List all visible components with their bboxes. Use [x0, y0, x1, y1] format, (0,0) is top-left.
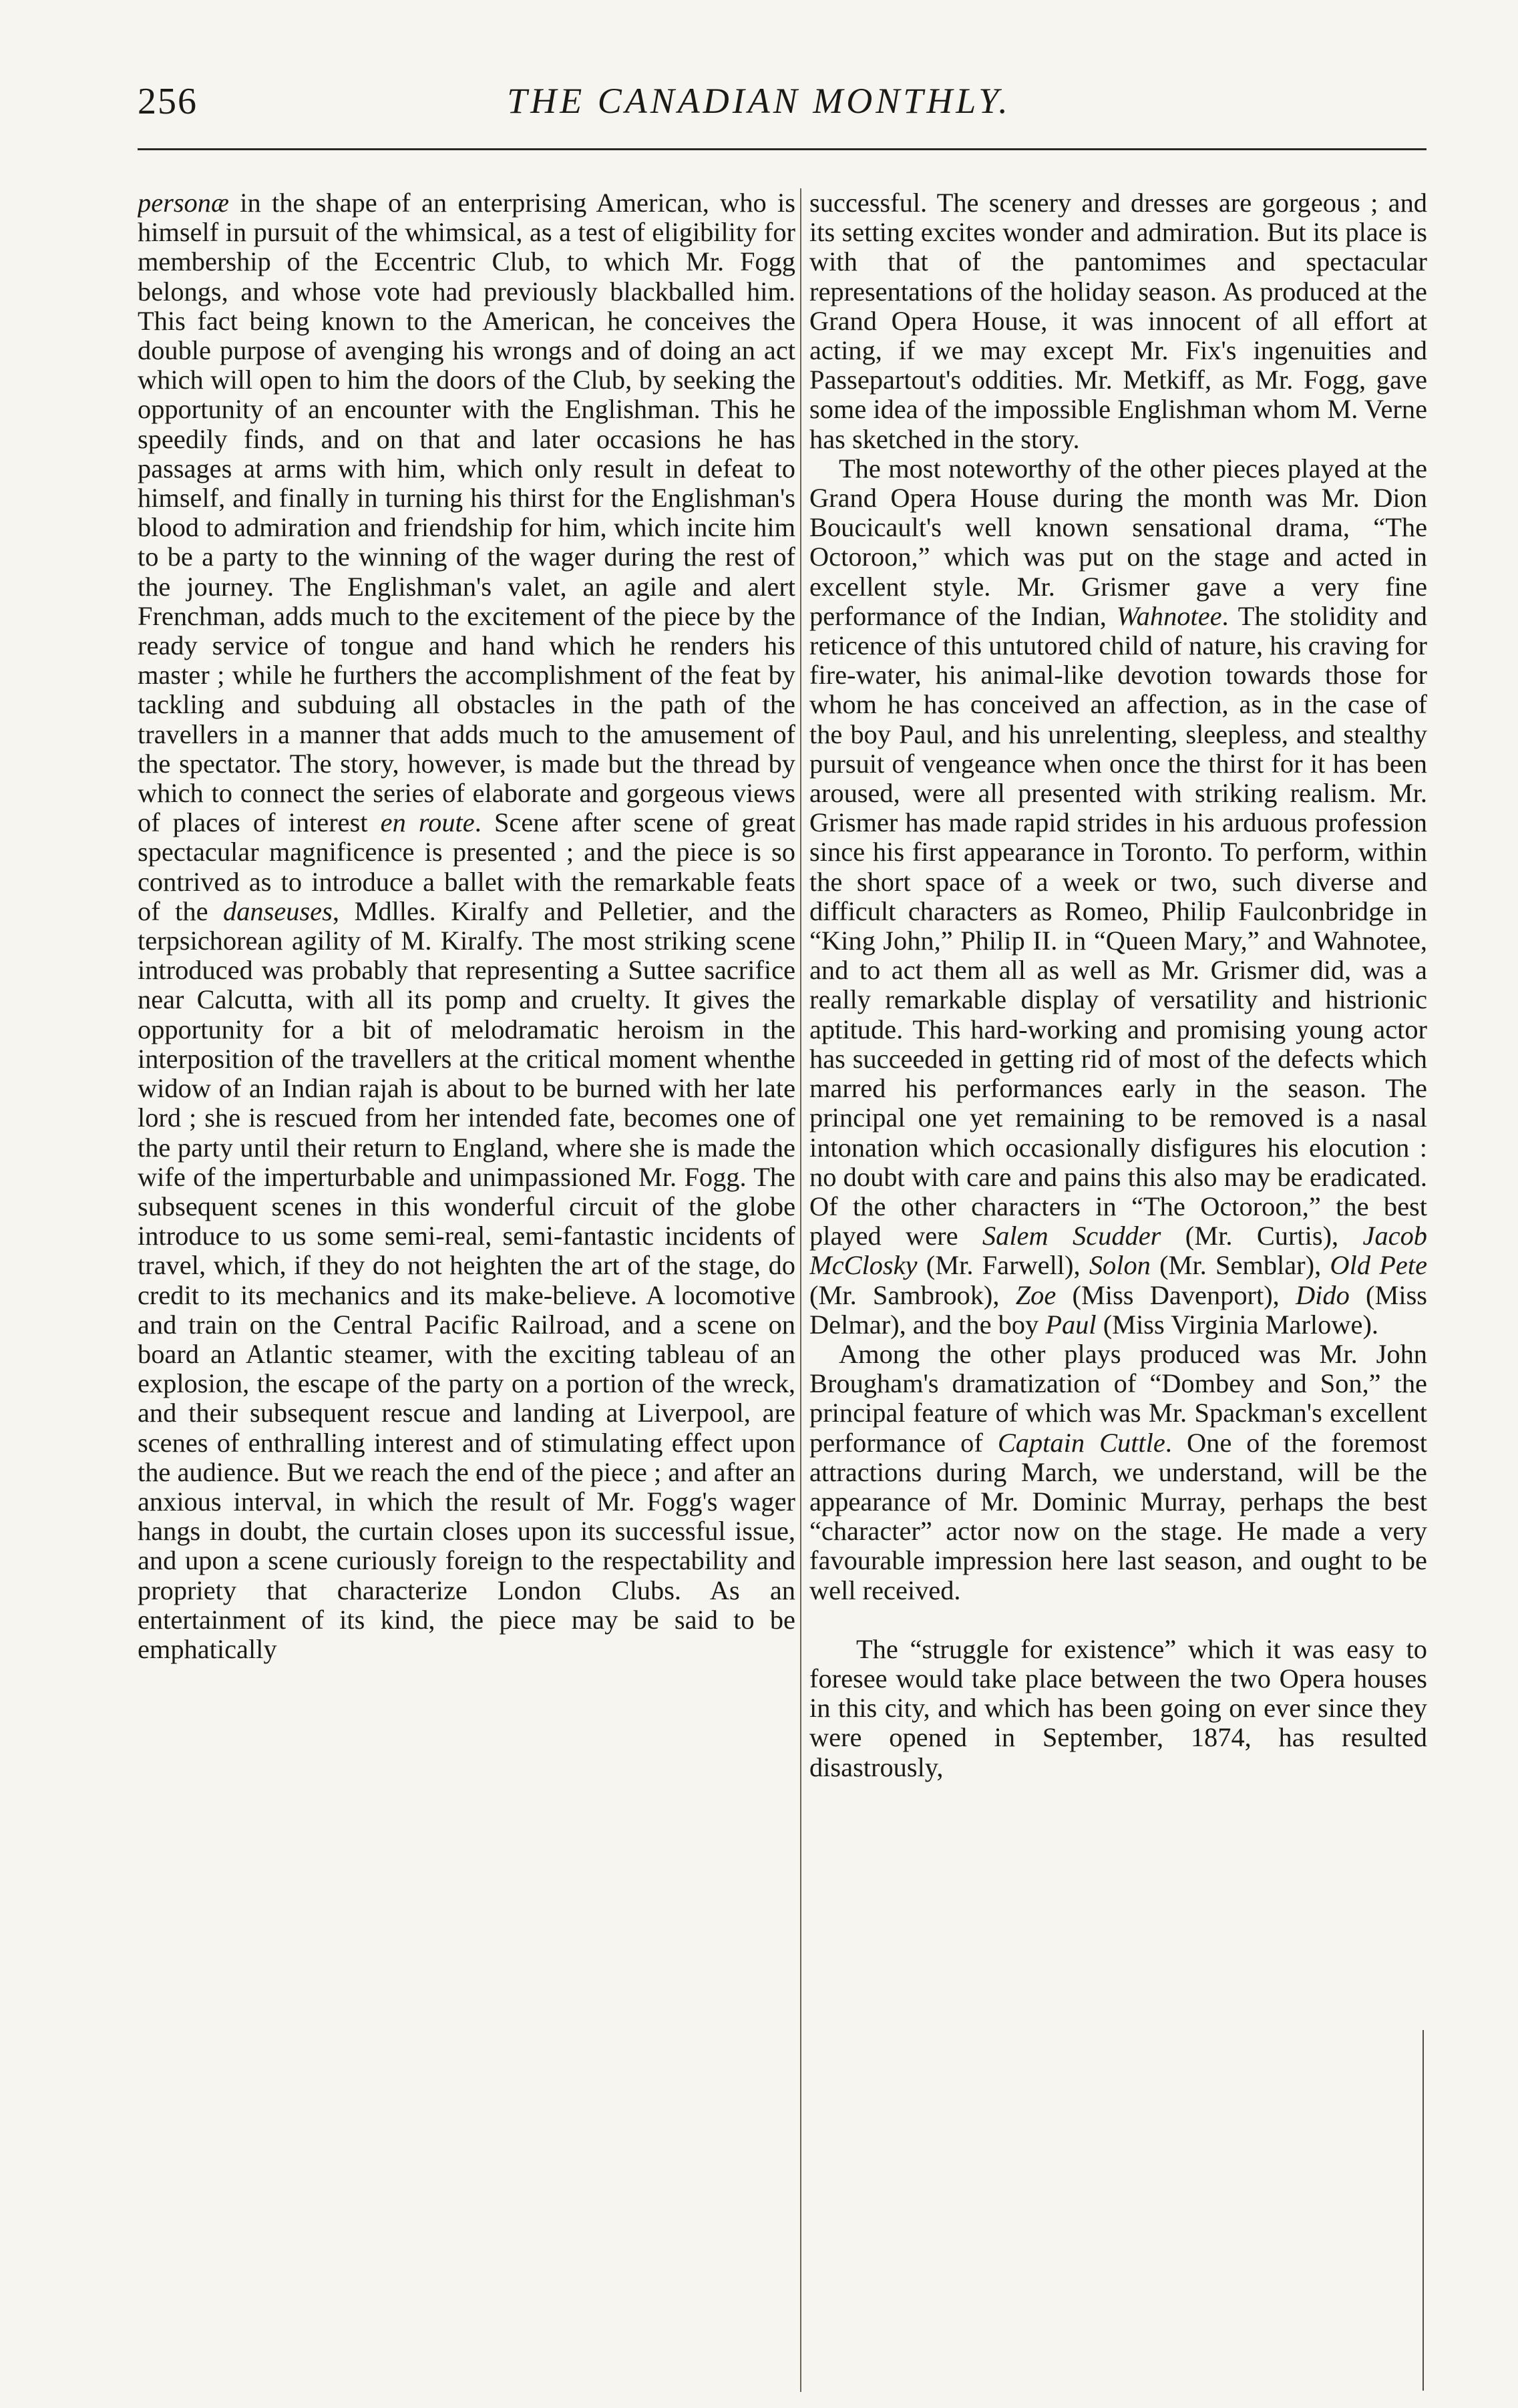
text-run: in the shape of an enterprising American, who is himself in pursuit of the whimsical, as a test of eligibility for membership of the Eccentric Club, to which Mr. Fogg belongs, and whose vote had previously blackballed him. This fact being known to the American, he conceives the double purpose of avenging his wrongs and of doing an act which will open to him the doors of the Club, by seeking the opportunity of an encounter with the Englishman. This he speedily finds, and on that and later occasions he has passages at arms with him, which only result in defeat to himself, and finally in turning his thirst for the Englishman's blood to admiration and friendship for him, which incite him to be a party to the winning of the wager during the rest of the journey. The Englishman's valet, an agile and alert Frenchman, adds much to the excitement of the piece by the ready service of tongue and hand which he renders his master ; while he furthers the accomplishment of the feat by tackling and subduing all obstacles in the path of the travellers in a manner that adds much to the amusement of the spectator. The story, however, is made but the thread by which to connect the series of elaborate and gorgeous views of places of interest: [138, 188, 795, 838]
text-run: (Mr. Semblar),: [1150, 1250, 1330, 1281]
italic-text-run: en route: [380, 807, 475, 838]
right-column: [809, 188, 1427, 2392]
paragraph: [138, 188, 795, 1664]
italic-text-run: Salem Scudder: [982, 1221, 1161, 1251]
text-run: The “struggle for existence” which it was easy to foresee would take place between the two Opera houses in this city, and which has been going on ever since they were opened in September, 1874, has resulted disastrously,: [809, 1633, 1427, 1782]
text-run: Among the other plays produced was Mr. John Brougham's dramatization of “Dombey and Son,” the principal feature of which was Mr. Spackman's excellent performance of: [809, 1338, 1427, 1458]
left-column: [138, 188, 795, 2392]
text-run: . One of the foremost attractions during March, we understand, will be the appearance of Mr. Dominic Murray, perhaps the best “character” actor now on the stage. He made a very favourable impression here last season, and ought to be well received.: [809, 1427, 1427, 1605]
text-run: , Mdlles. Kiralfy and Pelletier, and the terpsichorean agility of M. Kiralfy. The most striking scene introduced was probably that representing a Suttee sacrifice near Calcutta, with all its pomp and cruelty. It gives the opportunity for a bit of melodramatic heroism in the interposition of the travellers at the critical moment whenthe widow of an Indian rajah is about to be burned with her late lord ; she is rescued from her intended fate, becomes one of the party until their return to England, where she is made the wife of the imperturbable and unimpassioned Mr. Fogg. The subsequent scenes in this wonderful circuit of the globe introduce to us some semi-real, semi-fantastic incidents of travel, which, if they do not heighten the art of the stage, do credit to its mechanics and its make-believe. A locomotive and train on the Central Pacific Railroad, and a scene on board an Atlantic steamer, with the exciting tableau of an explosion, the escape of the party on a portion of the wreck, and their subsequent rescue and landing at Liverpool, are scenes of enthralling interest and of stimulating effect upon the audience. But we reach the end of the piece ; and after an anxious interval, in which the result of Mr. Fogg's wager hangs in doubt, the curtain closes upon its successful issue, and upon a scene curiously foreign to the respectability and propriety that characterize London Clubs. As an entertainment of its kind, the piece may be said to be emphatically: [138, 895, 795, 1664]
italic-text-run: Solon: [1089, 1250, 1151, 1281]
text-run: (Mr. Curtis),: [1161, 1221, 1363, 1251]
text-run: (Miss Virginia Marlowe).: [1096, 1309, 1378, 1340]
text-run: . The stolidity and reticence of this untutored child of nature, his craving for fire-water, his animal-like devotion towards those for whom he has conceived an affection, as in the case of the boy Paul, and his unrelenting, sleepless, and stealthy pursuit of vengeance when once the thirst for it has been aroused, were all presented with striking realism. Mr. Grismer has made rapid strides in his arduous profession since his first appearance in Toronto. To perform, within the short space of a week or two, such diverse and difficult characters as Romeo, Philip Faulconbridge in “King John,” Philip II. in “Queen Mary,” and Wahnotee, and to act them all as well as Mr. Grismer did, was a really remarkable display of versatility and histrionic aptitude. This hard-working and promising young actor has succeeded in getting rid of most of the defects which marred his performances early in the season. The principal one yet remaining to be removed is a nasal intonation which occasionally disfigures his elocution : no doubt with care and pains this also may be eradicated. Of the other characters in “The Octoroon,” the best played were: [809, 600, 1427, 1251]
running-title: THE CANADIAN MONTHLY.: [507, 81, 1011, 121]
italic-text-run: personæ: [138, 188, 229, 218]
italic-text-run: Captain Cuttle: [997, 1427, 1165, 1458]
italic-text-run: Paul: [1045, 1309, 1097, 1340]
column-divider: [800, 188, 801, 2392]
text-run: successful. The scenery and dresses are gorgeous ; and its setting excites wonder and admiration. But its place is with that of the pantomimes and spectacular representations of the holiday season. As produced at the Grand Opera House, it was innocent of all effort at acting, if we may except Mr. Fix's ingenuities and Passepartout's oddities. Mr. Metkiff, as Mr. Fogg, gave some idea of the impossible Englishman whom M. Verne has sketched in the story.: [809, 188, 1427, 454]
italic-text-run: Old Pete: [1330, 1250, 1427, 1281]
paragraph: [809, 1340, 1427, 1605]
italic-text-run: Jacob McClosky: [809, 1221, 1427, 1281]
text-run: (Miss Delmar), and the boy: [809, 1279, 1427, 1340]
text-run: (Mr. Sambrook),: [809, 1279, 1016, 1310]
text-run: . Scene after scene of great spectacular magnificence is presented ; and the piece is so contrived as to introduce a ballet with the remarkable feats of the: [138, 807, 795, 926]
page-edge-line: [1422, 2030, 1424, 2391]
italic-text-run: Zoe: [1015, 1279, 1057, 1310]
text-run: (Miss Davenport),: [1056, 1279, 1296, 1310]
header-rule: [138, 148, 1427, 150]
paragraph: [809, 1635, 1427, 1782]
paragraph: [809, 454, 1427, 1340]
page-number: 256: [138, 81, 198, 122]
italic-text-run: danseuses: [223, 895, 333, 926]
text-run: The most noteworthy of the other pieces played at the Grand Opera House during the month was Mr. Dion Boucicault's well known sensational drama, “The Octoroon,” which was put on the stage and acted in excellent style. Mr. Grismer gave a very fine performance of the Indian,: [809, 453, 1427, 631]
text-run: (Mr. Farwell),: [917, 1250, 1089, 1281]
page-header: [0, 80, 1518, 140]
italic-text-run: Dido: [1295, 1279, 1350, 1310]
paragraph: [809, 188, 1427, 454]
italic-text-run: Wahnotee: [1116, 600, 1222, 631]
